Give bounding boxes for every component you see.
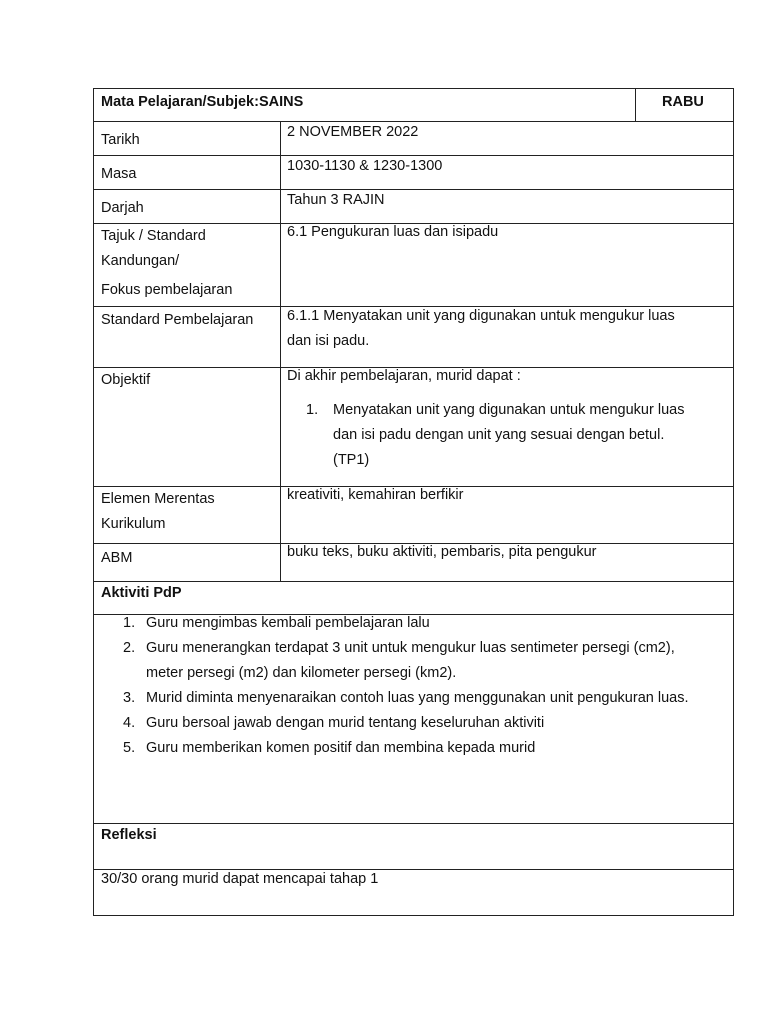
darjah-value-cell	[281, 190, 733, 223]
refleksi-value-cell	[94, 870, 733, 915]
tajuk-value: 6.1 Pengukuran luas dan isipadu	[287, 224, 499, 240]
subject-label: Mata Pelajaran/Subjek:SAINS	[101, 94, 304, 110]
row-aktiviti-list	[93, 614, 734, 823]
list-item-number: 4.	[123, 715, 136, 731]
standard-value	[287, 304, 675, 354]
lesson-plan-table	[93, 88, 734, 916]
list-item-number: 1.	[123, 615, 136, 631]
day-cell	[636, 89, 733, 121]
abm-value: buku teks, buku aktiviti, pembaris, pita pengukur	[287, 544, 597, 560]
objektif-label-cell	[94, 368, 281, 486]
abm-label-cell	[94, 544, 281, 581]
objektif-item-line: (TP1)	[333, 452, 370, 468]
objektif-item-number: 1.	[306, 402, 319, 418]
elemen-label-line: Kurikulum	[101, 516, 166, 532]
standard-label: Standard Pembelajaran	[101, 312, 254, 328]
row-aktiviti-title	[93, 581, 734, 614]
aktiviti-title-cell	[94, 582, 733, 614]
refleksi-value: 30/30 orang murid dapat mencapai tahap 1	[101, 871, 379, 887]
tarikh-label-cell	[94, 122, 281, 155]
tarikh-label: Tarikh	[101, 132, 140, 148]
standard-value-line: dan isi padu.	[287, 333, 370, 349]
header-row	[93, 88, 734, 121]
abm-label: ABM	[101, 550, 133, 566]
tarikh-value-cell	[281, 122, 733, 155]
masa-label: Masa	[101, 166, 137, 182]
list-item-number: 3.	[123, 690, 136, 706]
tajuk-label-line: Kandungan/	[101, 253, 180, 269]
refleksi-title: Refleksi	[101, 827, 157, 843]
list-item-line: Guru menerangkan terdapat 3 unit untuk mengukur luas sentimeter persegi (cm2),	[146, 640, 675, 656]
tarikh-value: 2 NOVEMBER 2022	[287, 124, 419, 140]
row-standard	[93, 306, 734, 367]
row-tajuk	[93, 223, 734, 306]
objektif-item-line: Menyatakan unit yang digunakan untuk mengukur luas	[333, 402, 685, 418]
objektif-intro: Di akhir pembelajaran, murid dapat :	[287, 368, 521, 384]
row-elemen	[93, 486, 734, 543]
subject-cell	[94, 89, 636, 121]
masa-value-cell	[281, 156, 733, 189]
list-item-line: Guru memberikan komen positif dan membina kepada murid	[146, 740, 536, 756]
objektif-label: Objektif	[101, 372, 151, 388]
masa-value: 1030-1130 & 1230-1300	[287, 158, 443, 174]
list-item	[123, 711, 731, 736]
list-item-line: Guru mengimbas kembali pembelajaran lalu	[146, 615, 430, 631]
elemen-label	[101, 487, 215, 537]
elemen-label-cell	[94, 487, 281, 543]
objektif-item	[333, 398, 684, 473]
elemen-label-line: Elemen Merentas	[101, 491, 215, 507]
tajuk-label-line: Fokus pembelajaran	[101, 282, 233, 298]
list-item	[123, 686, 731, 711]
row-abm	[93, 543, 734, 581]
day-label: RABU	[662, 94, 704, 110]
list-item	[123, 736, 731, 761]
row-tarikh	[93, 121, 734, 155]
list-item-line: meter persegi (m2) dan kilometer persegi (km2).	[146, 665, 457, 681]
list-item	[123, 636, 731, 686]
aktiviti-title: Aktiviti PdP	[101, 585, 182, 601]
abm-value-cell	[281, 544, 733, 581]
list-item-number: 5.	[123, 740, 136, 756]
row-masa	[93, 155, 734, 189]
masa-label-cell	[94, 156, 281, 189]
list-item-line: Guru bersoal jawab dengan murid tentang keseluruhan aktiviti	[146, 715, 545, 731]
elemen-value-cell	[281, 487, 733, 543]
row-objektif	[93, 367, 734, 486]
darjah-label-cell	[94, 190, 281, 223]
row-refleksi-value	[93, 869, 734, 916]
tajuk-value-cell	[281, 224, 733, 306]
list-item-number: 2.	[123, 640, 136, 656]
tajuk-label	[101, 224, 232, 303]
elemen-value: kreativiti, kemahiran berfikir	[287, 487, 464, 503]
standard-label-cell	[94, 307, 281, 367]
aktiviti-list	[123, 611, 731, 761]
darjah-value: Tahun 3 RAJIN	[287, 192, 385, 208]
tajuk-label-line: Tajuk / Standard	[101, 228, 206, 244]
standard-value-cell	[281, 307, 733, 367]
standard-value-line: 6.1.1 Menyatakan unit yang digunakan untuk mengukur luas	[287, 308, 675, 324]
refleksi-title-cell	[94, 824, 733, 869]
objektif-value-cell	[281, 368, 733, 486]
list-item	[123, 611, 731, 636]
list-item-line: Murid diminta menyenaraikan contoh luas yang menggunakan unit pengukuran luas.	[146, 690, 689, 706]
darjah-label: Darjah	[101, 200, 144, 216]
aktiviti-list-cell	[94, 615, 733, 823]
objektif-item-line: dan isi padu dengan unit yang sesuai dengan betul.	[333, 427, 665, 443]
row-refleksi-title	[93, 823, 734, 869]
row-darjah	[93, 189, 734, 223]
tajuk-label-cell	[94, 224, 281, 306]
